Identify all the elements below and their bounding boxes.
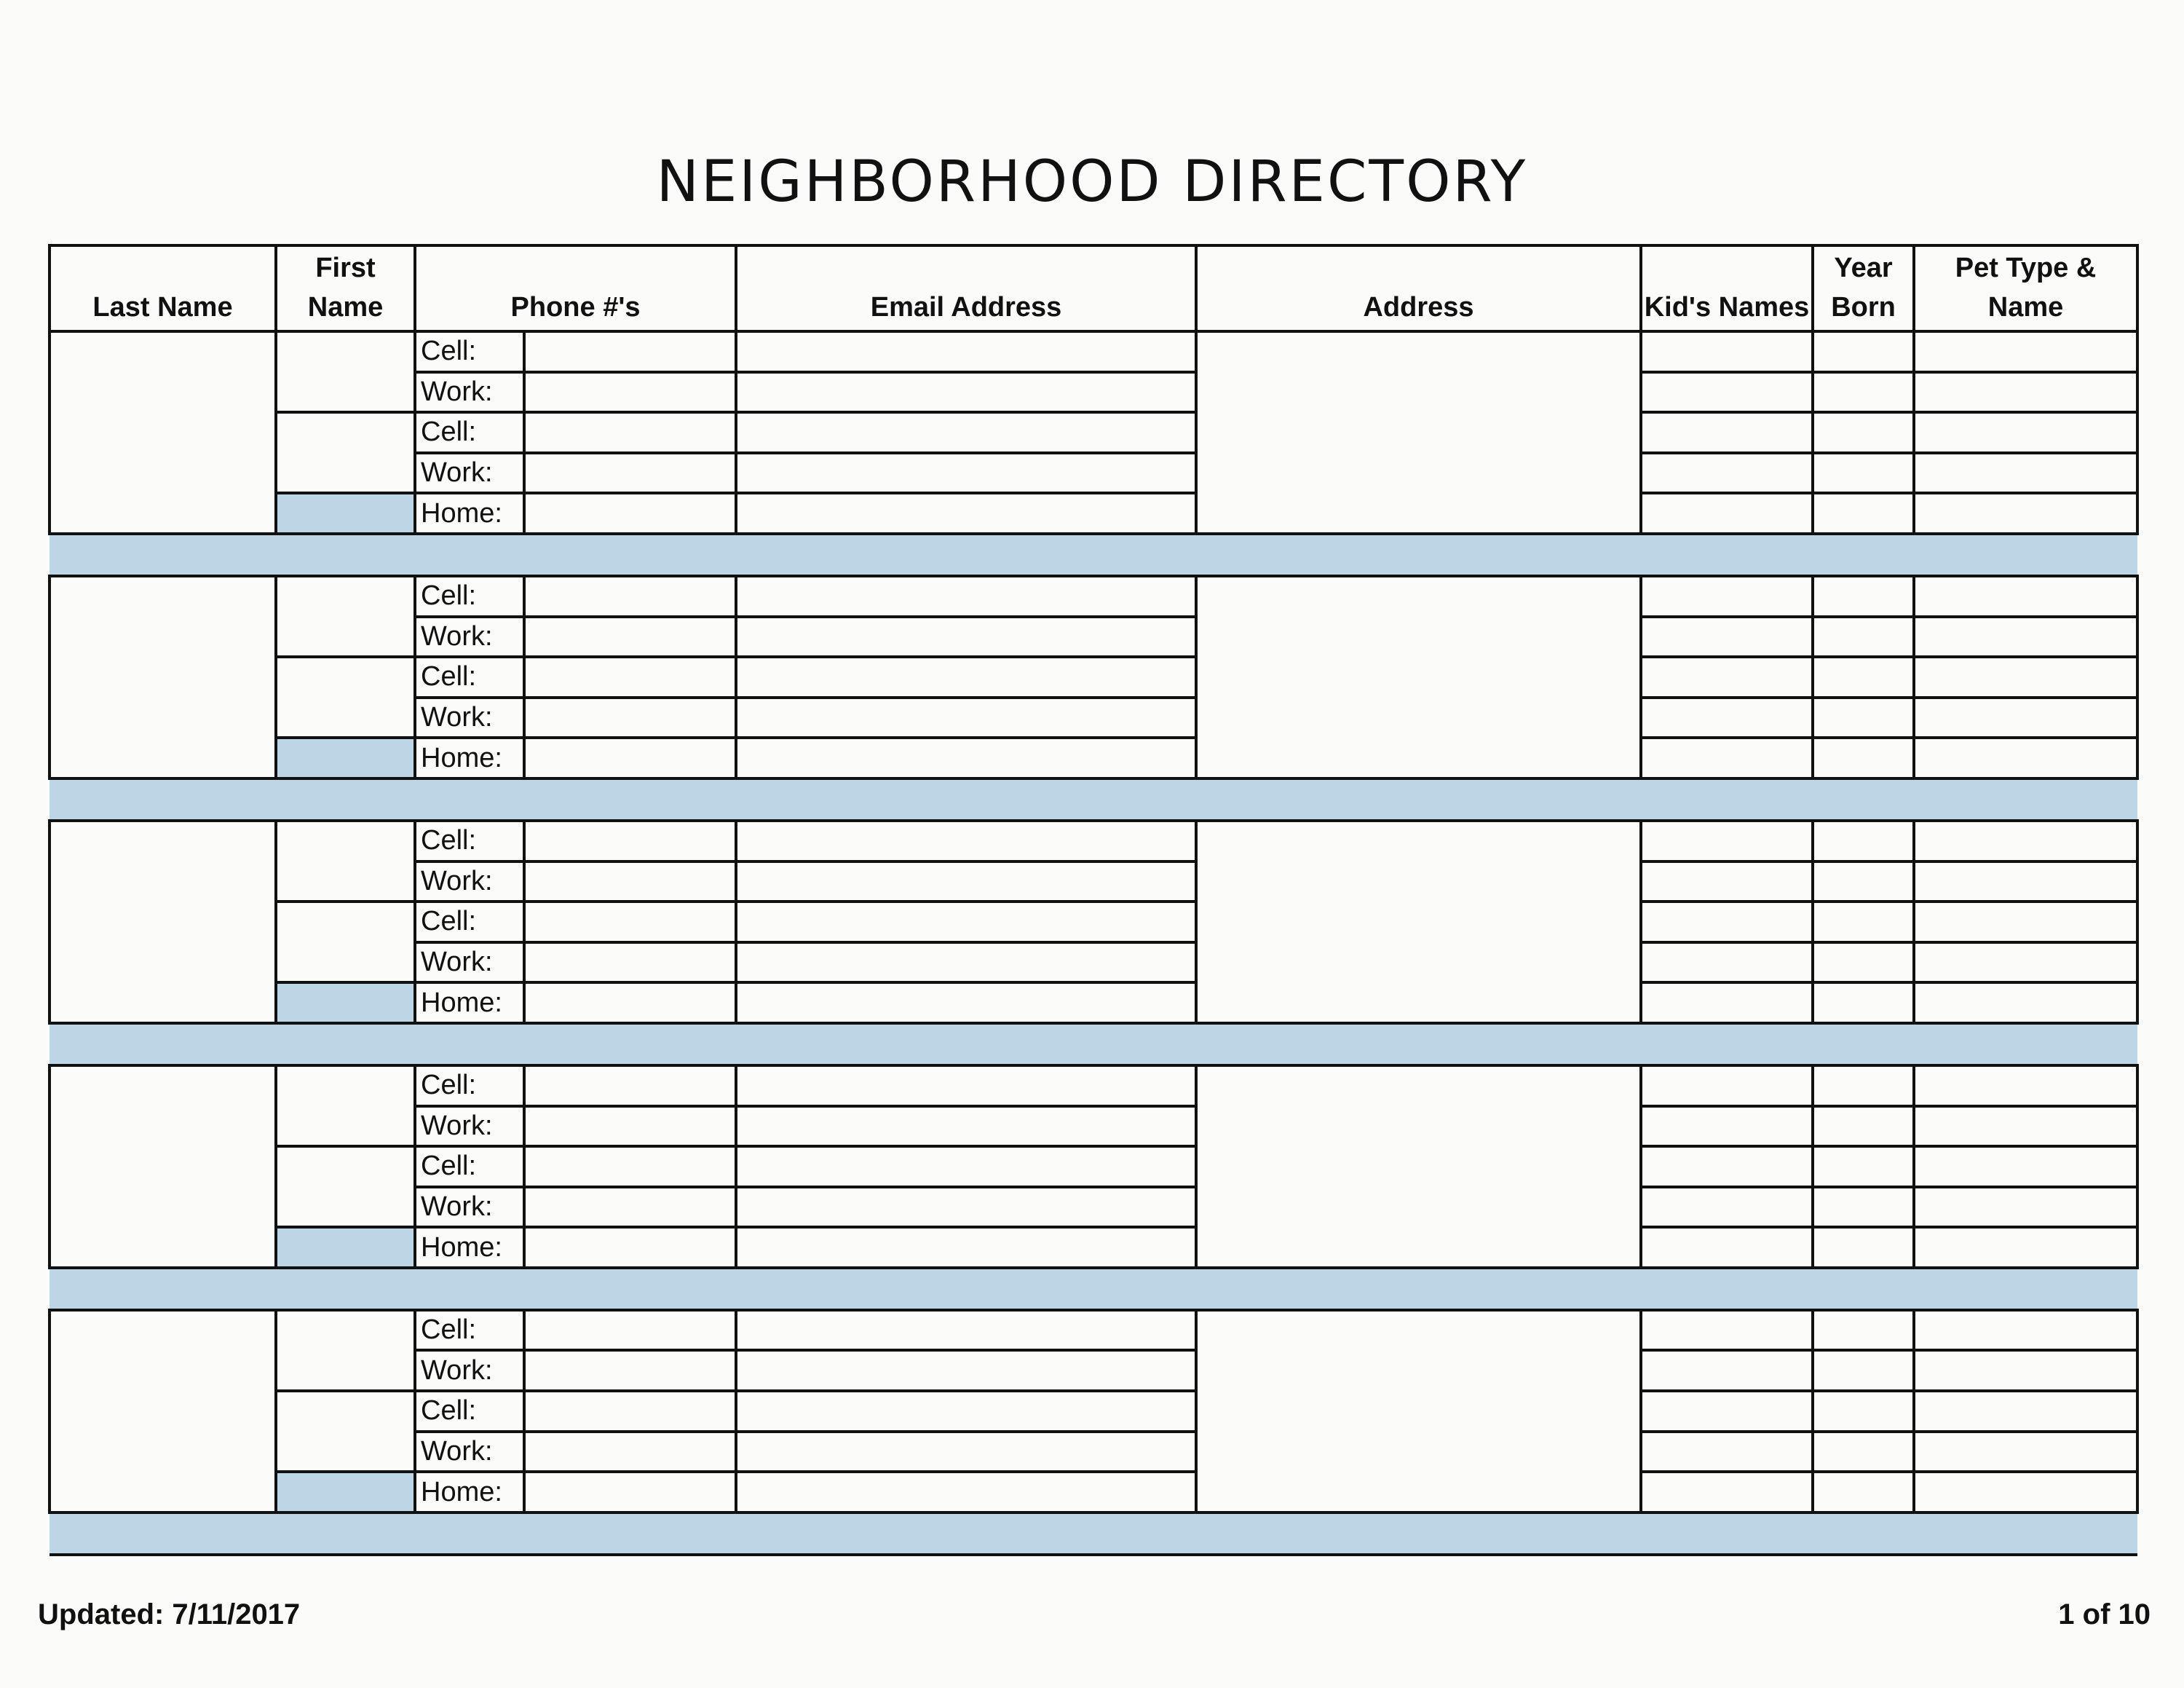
pet-cell[interactable]: [1914, 1106, 2137, 1147]
header-kids: Kid's Names: [1641, 245, 1813, 331]
kids-name-cell[interactable]: [1641, 617, 1813, 658]
header-first-name-line2: Name: [307, 292, 384, 323]
email-cell[interactable]: [736, 1350, 1196, 1391]
updated-date: Updated: 7/11/2017: [38, 1598, 301, 1630]
kids-name-cell[interactable]: [1641, 902, 1813, 942]
phone-label: Home:: [415, 1227, 524, 1268]
phone-number-cell[interactable]: [524, 861, 736, 902]
pet-cell[interactable]: [1914, 576, 2137, 617]
phone-label: Home:: [415, 982, 524, 1023]
last-name-cell[interactable]: [50, 821, 276, 1023]
year-born-cell[interactable]: [1813, 982, 1914, 1023]
phone-number-cell[interactable]: [524, 453, 736, 494]
kids-name-cell[interactable]: [1641, 576, 1813, 617]
entry-row: [50, 738, 2137, 778]
year-born-cell[interactable]: [1813, 657, 1914, 698]
phone-number-cell[interactable]: [524, 942, 736, 983]
phone-number-cell[interactable]: [524, 698, 736, 738]
header-first-name: [276, 245, 415, 331]
year-born-cell[interactable]: [1813, 861, 1914, 902]
email-cell[interactable]: [736, 372, 1196, 413]
pet-cell[interactable]: [1914, 657, 2137, 698]
year-born-cell[interactable]: [1813, 1146, 1914, 1187]
phone-label: Work:: [415, 1106, 524, 1147]
phone-number-cell[interactable]: [524, 617, 736, 658]
phone-label: Work:: [415, 861, 524, 902]
kids-name-cell[interactable]: [1641, 493, 1813, 534]
phone-number-cell[interactable]: [524, 1106, 736, 1147]
phone-label: Work:: [415, 372, 524, 413]
year-born-cell[interactable]: [1813, 902, 1914, 942]
year-born-cell[interactable]: [1813, 372, 1914, 413]
header-row: [50, 245, 2137, 331]
first-name-cell[interactable]: [276, 1146, 415, 1227]
phone-label: Cell:: [415, 657, 524, 698]
address-cell[interactable]: [1196, 576, 1641, 778]
phone-label: Home:: [415, 493, 524, 534]
directory-entries: [50, 331, 2137, 1555]
phone-number-cell[interactable]: [524, 412, 736, 453]
phone-number-cell[interactable]: [524, 902, 736, 942]
pet-cell[interactable]: [1914, 942, 2137, 983]
phone-label: Work:: [415, 698, 524, 738]
pet-cell[interactable]: [1914, 331, 2137, 372]
first-name-shaded-cell: [276, 1472, 415, 1513]
pet-cell[interactable]: [1914, 1391, 2137, 1432]
email-cell[interactable]: [736, 1106, 1196, 1147]
email-cell[interactable]: [736, 902, 1196, 942]
phone-number-cell[interactable]: [524, 738, 736, 778]
kids-name-cell[interactable]: [1641, 738, 1813, 778]
phone-label: Work:: [415, 942, 524, 983]
pet-cell[interactable]: [1914, 1310, 2137, 1351]
first-name-shaded-cell: [276, 1227, 415, 1268]
pet-cell[interactable]: [1914, 902, 2137, 942]
pet-cell[interactable]: [1914, 412, 2137, 453]
separator-band: [50, 1513, 2137, 1555]
phone-label: Cell:: [415, 1065, 524, 1106]
phone-label: Cell:: [415, 902, 524, 942]
kids-name-cell[interactable]: [1641, 1227, 1813, 1268]
last-name-cell[interactable]: [50, 576, 276, 778]
year-born-cell[interactable]: [1813, 738, 1914, 778]
kids-name-cell[interactable]: [1641, 942, 1813, 983]
kids-name-cell[interactable]: [1641, 1350, 1813, 1391]
kids-name-cell[interactable]: [1641, 1187, 1813, 1228]
entry-row: [50, 657, 2137, 698]
pet-cell[interactable]: [1914, 1187, 2137, 1228]
first-name-shaded-cell: [276, 493, 415, 534]
entry-row: [50, 1310, 2137, 1351]
header-email: Email Address: [736, 245, 1196, 331]
email-cell[interactable]: [736, 1391, 1196, 1432]
email-cell[interactable]: [736, 453, 1196, 494]
entry-row: [50, 821, 2137, 861]
address-cell[interactable]: [1196, 1065, 1641, 1268]
address-cell[interactable]: [1196, 1310, 1641, 1513]
phone-number-cell[interactable]: [524, 1310, 736, 1351]
first-name-cell[interactable]: [276, 331, 415, 412]
phone-number-cell[interactable]: [524, 1187, 736, 1228]
kids-name-cell[interactable]: [1641, 1432, 1813, 1472]
entry-separator: [50, 778, 2137, 821]
header-pet-line2: Name: [1987, 292, 2064, 323]
kids-name-cell[interactable]: [1641, 861, 1813, 902]
directory-table: [48, 244, 2139, 1556]
kids-name-cell[interactable]: [1641, 453, 1813, 494]
pet-cell[interactable]: [1914, 372, 2137, 413]
email-cell[interactable]: [736, 331, 1196, 372]
phone-label: Cell:: [415, 1391, 524, 1432]
kids-name-cell[interactable]: [1641, 372, 1813, 413]
first-name-cell[interactable]: [276, 1065, 415, 1146]
address-cell[interactable]: [1196, 331, 1641, 534]
kids-name-cell[interactable]: [1641, 1472, 1813, 1513]
header-first-name-line1: First: [315, 253, 376, 283]
header-pet: [1914, 245, 2137, 331]
year-born-cell[interactable]: [1813, 617, 1914, 658]
phone-number-cell[interactable]: [524, 331, 736, 372]
email-cell[interactable]: [736, 861, 1196, 902]
year-born-cell[interactable]: [1813, 412, 1914, 453]
last-name-cell[interactable]: [50, 1310, 276, 1513]
pet-cell[interactable]: [1914, 617, 2137, 658]
phone-label: Cell:: [415, 1310, 524, 1351]
pet-cell[interactable]: [1914, 1472, 2137, 1513]
phone-label: Home:: [415, 1472, 524, 1513]
entry-row: [50, 1391, 2137, 1432]
entry-separator: [50, 1268, 2137, 1310]
email-cell[interactable]: [736, 942, 1196, 983]
phone-number-cell[interactable]: [524, 1065, 736, 1106]
email-cell[interactable]: [736, 698, 1196, 738]
entry-row: [50, 1472, 2137, 1513]
header-year-born: [1813, 245, 1914, 331]
header-year-line1: Year: [1834, 253, 1893, 283]
email-cell[interactable]: [736, 576, 1196, 617]
pet-cell[interactable]: [1914, 453, 2137, 494]
kids-name-cell[interactable]: [1641, 1146, 1813, 1187]
header-last-name: Last Name: [50, 245, 276, 331]
entry-row: [50, 493, 2137, 534]
first-name-shaded-cell: [276, 982, 415, 1023]
kids-name-cell[interactable]: [1641, 1310, 1813, 1351]
year-born-cell[interactable]: [1813, 1391, 1914, 1432]
email-cell[interactable]: [736, 1227, 1196, 1268]
entry-row: [50, 982, 2137, 1023]
pet-cell[interactable]: [1914, 493, 2137, 534]
first-name-cell[interactable]: [276, 412, 415, 493]
phone-label: Home:: [415, 738, 524, 778]
entry-row: [50, 576, 2137, 617]
page-number: 1 of 10: [2058, 1598, 2151, 1630]
pet-cell[interactable]: [1914, 821, 2137, 861]
year-born-cell[interactable]: [1813, 453, 1914, 494]
phone-label: Work:: [415, 1432, 524, 1472]
last-name-cell[interactable]: [50, 1065, 276, 1268]
kids-name-cell[interactable]: [1641, 331, 1813, 372]
kids-name-cell[interactable]: [1641, 657, 1813, 698]
phone-label: Cell:: [415, 412, 524, 453]
phone-label: Cell:: [415, 821, 524, 861]
entry-row: [50, 1146, 2137, 1187]
pet-cell[interactable]: [1914, 1065, 2137, 1106]
header-year-line2: Born: [1831, 292, 1896, 323]
kids-name-cell[interactable]: [1641, 1065, 1813, 1106]
phone-label: Work:: [415, 617, 524, 658]
kids-name-cell[interactable]: [1641, 1391, 1813, 1432]
email-cell[interactable]: [736, 1310, 1196, 1351]
email-cell[interactable]: [736, 1472, 1196, 1513]
entry-row: [50, 412, 2137, 453]
first-name-cell[interactable]: [276, 576, 415, 657]
email-cell[interactable]: [736, 657, 1196, 698]
pet-cell[interactable]: [1914, 1350, 2137, 1391]
pet-cell[interactable]: [1914, 1432, 2137, 1472]
entry-row: [50, 902, 2137, 942]
year-born-cell[interactable]: [1813, 1310, 1914, 1351]
phone-number-cell[interactable]: [524, 657, 736, 698]
first-name-cell[interactable]: [276, 657, 415, 738]
last-name-cell[interactable]: [50, 331, 276, 534]
phone-number-cell[interactable]: [524, 982, 736, 1023]
pet-cell[interactable]: [1914, 738, 2137, 778]
phone-label: Cell:: [415, 1146, 524, 1187]
phone-label: Work:: [415, 453, 524, 494]
phone-number-cell[interactable]: [524, 1350, 736, 1391]
pet-cell[interactable]: [1914, 982, 2137, 1023]
year-born-cell[interactable]: [1813, 821, 1914, 861]
year-born-cell[interactable]: [1813, 1187, 1914, 1228]
pet-cell[interactable]: [1914, 861, 2137, 902]
year-born-cell[interactable]: [1813, 1065, 1914, 1106]
year-born-cell[interactable]: [1813, 1350, 1914, 1391]
email-cell[interactable]: [736, 617, 1196, 658]
header-pet-line1: Pet Type &: [1955, 253, 2097, 283]
year-born-cell[interactable]: [1813, 698, 1914, 738]
kids-name-cell[interactable]: [1641, 1106, 1813, 1147]
year-born-cell[interactable]: [1813, 1472, 1914, 1513]
phone-number-cell[interactable]: [524, 1227, 736, 1268]
entry-separator: [50, 534, 2137, 576]
separator-band: [50, 1268, 2137, 1310]
entry-row: [50, 331, 2137, 372]
email-cell[interactable]: [736, 1187, 1196, 1228]
kids-name-cell[interactable]: [1641, 412, 1813, 453]
phone-number-cell[interactable]: [524, 1146, 736, 1187]
year-born-cell[interactable]: [1813, 493, 1914, 534]
year-born-cell[interactable]: [1813, 1432, 1914, 1472]
year-born-cell[interactable]: [1813, 942, 1914, 983]
separator-band: [50, 534, 2137, 576]
separator-band: [50, 778, 2137, 821]
separator-band: [50, 1023, 2137, 1065]
email-cell[interactable]: [736, 738, 1196, 778]
page-title: NEIGHBORHOOD DIRECTORY: [656, 149, 1528, 215]
phone-number-cell[interactable]: [524, 1472, 736, 1513]
entry-row: [50, 1065, 2137, 1106]
phone-number-cell[interactable]: [524, 493, 736, 534]
address-cell[interactable]: [1196, 821, 1641, 1023]
year-born-cell[interactable]: [1813, 1227, 1914, 1268]
email-cell[interactable]: [736, 493, 1196, 534]
email-cell[interactable]: [736, 1065, 1196, 1106]
pet-cell[interactable]: [1914, 1146, 2137, 1187]
phone-label: Cell:: [415, 331, 524, 372]
email-cell[interactable]: [736, 1432, 1196, 1472]
header-address: Address: [1196, 245, 1641, 331]
entry-separator: [50, 1513, 2137, 1555]
header-phones: Phone #'s: [415, 245, 736, 331]
first-name-cell[interactable]: [276, 902, 415, 982]
year-born-cell[interactable]: [1813, 576, 1914, 617]
kids-name-cell[interactable]: [1641, 982, 1813, 1023]
first-name-cell[interactable]: [276, 1391, 415, 1472]
year-born-cell[interactable]: [1813, 1106, 1914, 1147]
phone-number-cell[interactable]: [524, 1391, 736, 1432]
kids-name-cell[interactable]: [1641, 821, 1813, 861]
year-born-cell[interactable]: [1813, 331, 1914, 372]
phone-label: Work:: [415, 1187, 524, 1228]
phone-number-cell[interactable]: [524, 576, 736, 617]
pet-cell[interactable]: [1914, 1227, 2137, 1268]
kids-name-cell[interactable]: [1641, 698, 1813, 738]
email-cell[interactable]: [736, 982, 1196, 1023]
phone-label: Cell:: [415, 576, 524, 617]
first-name-cell[interactable]: [276, 1310, 415, 1391]
email-cell[interactable]: [736, 821, 1196, 861]
entry-row: [50, 1227, 2137, 1268]
phone-number-cell[interactable]: [524, 1432, 736, 1472]
first-name-cell[interactable]: [276, 821, 415, 902]
pet-cell[interactable]: [1914, 698, 2137, 738]
entry-separator: [50, 1023, 2137, 1065]
first-name-shaded-cell: [276, 738, 415, 778]
phone-number-cell[interactable]: [524, 372, 736, 413]
phone-number-cell[interactable]: [524, 821, 736, 861]
phone-label: Work:: [415, 1350, 524, 1391]
email-cell[interactable]: [736, 412, 1196, 453]
email-cell[interactable]: [736, 1146, 1196, 1187]
